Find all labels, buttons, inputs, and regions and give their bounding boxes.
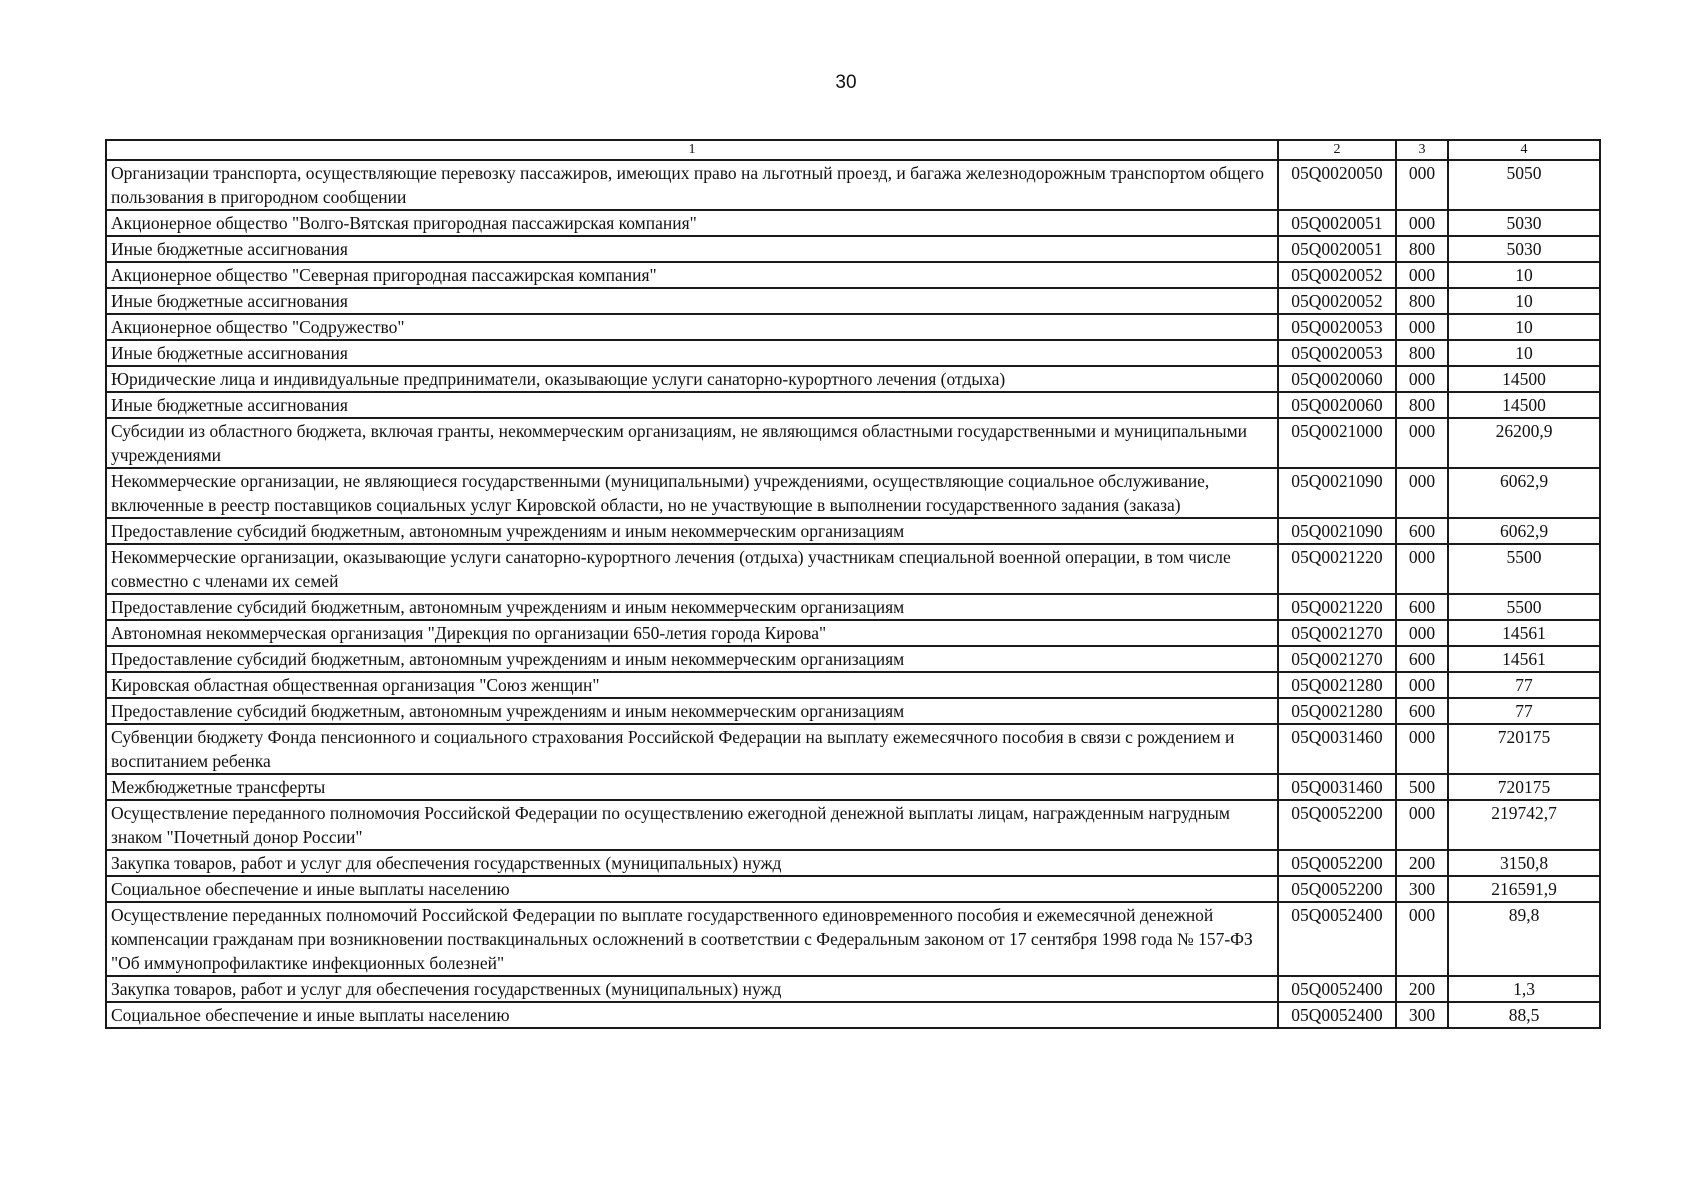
row-sum-cell: 5030 — [1448, 236, 1600, 262]
row-name-cell: Организации транспорта, осуществляющие перевозку пассажиров, имеющих право на льготный проезд, и багажа железнодорожным транспортом общего пользования в пригородном сообщении — [106, 160, 1278, 210]
row-code-cell: 05Q0031460 — [1278, 724, 1396, 774]
row-sum-cell: 77 — [1448, 698, 1600, 724]
header-col-3: 3 — [1396, 140, 1448, 160]
row-name-cell: Некоммерческие организации, оказывающие услуги санаторно-курортного лечения (отдыха) участникам специальной военной операции, в том числе совместно с членами их семей — [106, 544, 1278, 594]
row-code-cell: 05Q0020053 — [1278, 314, 1396, 340]
table-row — [106, 800, 1600, 850]
table-row — [106, 1002, 1600, 1028]
row-name-cell: Иные бюджетные ассигнования — [106, 392, 1278, 418]
table-row — [106, 366, 1600, 392]
row-name-cell: Предоставление субсидий бюджетным, автономным учреждениям и иным некоммерческим организациям — [106, 698, 1278, 724]
row-sum-cell: 1,3 — [1448, 976, 1600, 1002]
row-type-cell: 300 — [1396, 876, 1448, 902]
row-code-cell: 05Q0052400 — [1278, 976, 1396, 1002]
row-code-cell: 05Q0021270 — [1278, 620, 1396, 646]
table-row — [106, 236, 1600, 262]
row-sum-cell: 89,8 — [1448, 902, 1600, 976]
row-code-cell: 05Q0020060 — [1278, 392, 1396, 418]
row-type-cell: 800 — [1396, 392, 1448, 418]
row-type-cell: 600 — [1396, 646, 1448, 672]
table-row — [106, 876, 1600, 902]
row-code-cell: 05Q0020060 — [1278, 366, 1396, 392]
row-type-cell: 000 — [1396, 672, 1448, 698]
row-code-cell: 05Q0021220 — [1278, 544, 1396, 594]
row-name-cell: Социальное обеспечение и иные выплаты населению — [106, 876, 1278, 902]
row-name-cell: Иные бюджетные ассигнования — [106, 340, 1278, 366]
row-name-cell: Межбюджетные трансферты — [106, 774, 1278, 800]
row-sum-cell: 219742,7 — [1448, 800, 1600, 850]
row-sum-cell: 10 — [1448, 314, 1600, 340]
table-row — [106, 340, 1600, 366]
table-row — [106, 392, 1600, 418]
row-name-cell: Акционерное общество "Содружество" — [106, 314, 1278, 340]
row-sum-cell: 10 — [1448, 288, 1600, 314]
row-code-cell: 05Q0052200 — [1278, 800, 1396, 850]
row-type-cell: 200 — [1396, 850, 1448, 876]
row-code-cell: 05Q0021220 — [1278, 594, 1396, 620]
row-type-cell: 000 — [1396, 800, 1448, 850]
row-name-cell: Кировская областная общественная организация "Союз женщин" — [106, 672, 1278, 698]
row-code-cell: 05Q0020050 — [1278, 160, 1396, 210]
table-row — [106, 646, 1600, 672]
row-type-cell: 600 — [1396, 518, 1448, 544]
table-row — [106, 314, 1600, 340]
row-name-cell: Субсидии из областного бюджета, включая гранты, некоммерческим организациям, не являющимся областными государственными и муниципальными учреждениями — [106, 418, 1278, 468]
row-code-cell: 05Q0020052 — [1278, 288, 1396, 314]
table-row — [106, 288, 1600, 314]
row-type-cell: 000 — [1396, 262, 1448, 288]
row-type-cell: 000 — [1396, 468, 1448, 518]
table-row — [106, 620, 1600, 646]
table-row — [106, 774, 1600, 800]
row-type-cell: 000 — [1396, 160, 1448, 210]
row-name-cell: Предоставление субсидий бюджетным, автономным учреждениям и иным некоммерческим организациям — [106, 518, 1278, 544]
row-code-cell: 05Q0020053 — [1278, 340, 1396, 366]
table-row — [106, 468, 1600, 518]
row-type-cell: 500 — [1396, 774, 1448, 800]
row-name-cell: Акционерное общество "Северная пригородная пассажирская компания" — [106, 262, 1278, 288]
row-type-cell: 000 — [1396, 210, 1448, 236]
row-name-cell: Некоммерческие организации, не являющиеся государственными (муниципальными) учреждениями, осуществляющие социальное обслуживание, включенные в реестр поставщиков социальных услуг Кировской области, но не участвующие в выполнении государственного задания (заказа) — [106, 468, 1278, 518]
row-type-cell: 000 — [1396, 418, 1448, 468]
row-sum-cell: 14500 — [1448, 392, 1600, 418]
row-code-cell: 05Q0021280 — [1278, 698, 1396, 724]
row-sum-cell: 10 — [1448, 340, 1600, 366]
row-type-cell: 300 — [1396, 1002, 1448, 1028]
row-name-cell: Предоставление субсидий бюджетным, автономным учреждениям и иным некоммерческим организациям — [106, 594, 1278, 620]
table-row — [106, 544, 1600, 594]
table-row — [106, 518, 1600, 544]
row-type-cell: 800 — [1396, 288, 1448, 314]
header-col-2: 2 — [1278, 140, 1396, 160]
table-row — [106, 976, 1600, 1002]
row-name-cell: Закупка товаров, работ и услуг для обеспечения государственных (муниципальных) нужд — [106, 850, 1278, 876]
table-row — [106, 672, 1600, 698]
table-row — [106, 160, 1600, 210]
row-name-cell: Иные бюджетные ассигнования — [106, 236, 1278, 262]
row-name-cell: Осуществление переданных полномочий Российской Федерации по выплате государственного единовременного пособия и ежемесячной денежной компенсации гражданам при возникновении поствакцинальных осложнений в соответствии с Федеральным законом от 17 сентября 1998 года № 157-ФЗ "Об иммунопрофилактике инфекционных болезней" — [106, 902, 1278, 976]
row-name-cell: Акционерное общество "Волго-Вятская пригородная пассажирская компания" — [106, 210, 1278, 236]
row-type-cell: 600 — [1396, 698, 1448, 724]
row-sum-cell: 5030 — [1448, 210, 1600, 236]
row-sum-cell: 6062,9 — [1448, 518, 1600, 544]
row-type-cell: 000 — [1396, 902, 1448, 976]
row-type-cell: 000 — [1396, 620, 1448, 646]
row-sum-cell: 5500 — [1448, 594, 1600, 620]
row-sum-cell: 5500 — [1448, 544, 1600, 594]
row-sum-cell: 216591,9 — [1448, 876, 1600, 902]
row-code-cell: 05Q0021280 — [1278, 672, 1396, 698]
row-code-cell: 05Q0020051 — [1278, 236, 1396, 262]
row-name-cell: Автономная некоммерческая организация "Дирекция по организации 650-летия города Кирова" — [106, 620, 1278, 646]
budget-table — [105, 139, 1601, 1029]
row-sum-cell: 26200,9 — [1448, 418, 1600, 468]
row-name-cell: Иные бюджетные ассигнования — [106, 288, 1278, 314]
row-code-cell: 05Q0021270 — [1278, 646, 1396, 672]
row-name-cell: Осуществление переданного полномочия Российской Федерации по осуществлению ежегодной денежной выплаты лицам, награжденным нагрудным знаком "Почетный донор России" — [106, 800, 1278, 850]
row-sum-cell: 88,5 — [1448, 1002, 1600, 1028]
table-row — [106, 850, 1600, 876]
row-name-cell: Закупка товаров, работ и услуг для обеспечения государственных (муниципальных) нужд — [106, 976, 1278, 1002]
table-body — [106, 140, 1600, 1028]
row-type-cell: 600 — [1396, 594, 1448, 620]
row-type-cell: 000 — [1396, 724, 1448, 774]
row-code-cell: 05Q0052400 — [1278, 1002, 1396, 1028]
row-name-cell: Предоставление субсидий бюджетным, автономным учреждениям и иным некоммерческим организациям — [106, 646, 1278, 672]
row-type-cell: 200 — [1396, 976, 1448, 1002]
table-row — [106, 902, 1600, 976]
row-name-cell: Юридические лица и индивидуальные предприниматели, оказывающие услуги санаторно-курортного лечения (отдыха) — [106, 366, 1278, 392]
row-code-cell: 05Q0052200 — [1278, 876, 1396, 902]
row-code-cell: 05Q0031460 — [1278, 774, 1396, 800]
row-sum-cell: 720175 — [1448, 774, 1600, 800]
row-name-cell: Социальное обеспечение и иные выплаты населению — [106, 1002, 1278, 1028]
row-sum-cell: 14561 — [1448, 620, 1600, 646]
table-row — [106, 698, 1600, 724]
row-code-cell: 05Q0021090 — [1278, 518, 1396, 544]
row-sum-cell: 720175 — [1448, 724, 1600, 774]
row-type-cell: 000 — [1396, 366, 1448, 392]
table-header-row — [106, 140, 1600, 160]
row-name-cell: Субвенции бюджету Фонда пенсионного и социального страхования Российской Федерации на выплату ежемесячного пособия в связи с рождением и воспитанием ребенка — [106, 724, 1278, 774]
row-code-cell: 05Q0021090 — [1278, 468, 1396, 518]
row-type-cell: 000 — [1396, 544, 1448, 594]
row-sum-cell: 77 — [1448, 672, 1600, 698]
header-col-4: 4 — [1448, 140, 1600, 160]
row-code-cell: 05Q0052200 — [1278, 850, 1396, 876]
row-code-cell: 05Q0020052 — [1278, 262, 1396, 288]
page-number: 30 — [835, 72, 857, 93]
row-code-cell: 05Q0052400 — [1278, 902, 1396, 976]
row-sum-cell: 14561 — [1448, 646, 1600, 672]
row-type-cell: 800 — [1396, 340, 1448, 366]
table-row — [106, 594, 1600, 620]
table-row — [106, 418, 1600, 468]
row-sum-cell: 5050 — [1448, 160, 1600, 210]
row-sum-cell: 14500 — [1448, 366, 1600, 392]
header-col-1: 1 — [106, 140, 1278, 160]
row-type-cell: 000 — [1396, 314, 1448, 340]
row-sum-cell: 10 — [1448, 262, 1600, 288]
table-row — [106, 262, 1600, 288]
row-code-cell: 05Q0020051 — [1278, 210, 1396, 236]
row-sum-cell: 6062,9 — [1448, 468, 1600, 518]
row-type-cell: 800 — [1396, 236, 1448, 262]
table-row — [106, 210, 1600, 236]
row-sum-cell: 3150,8 — [1448, 850, 1600, 876]
table-row — [106, 724, 1600, 774]
row-code-cell: 05Q0021000 — [1278, 418, 1396, 468]
